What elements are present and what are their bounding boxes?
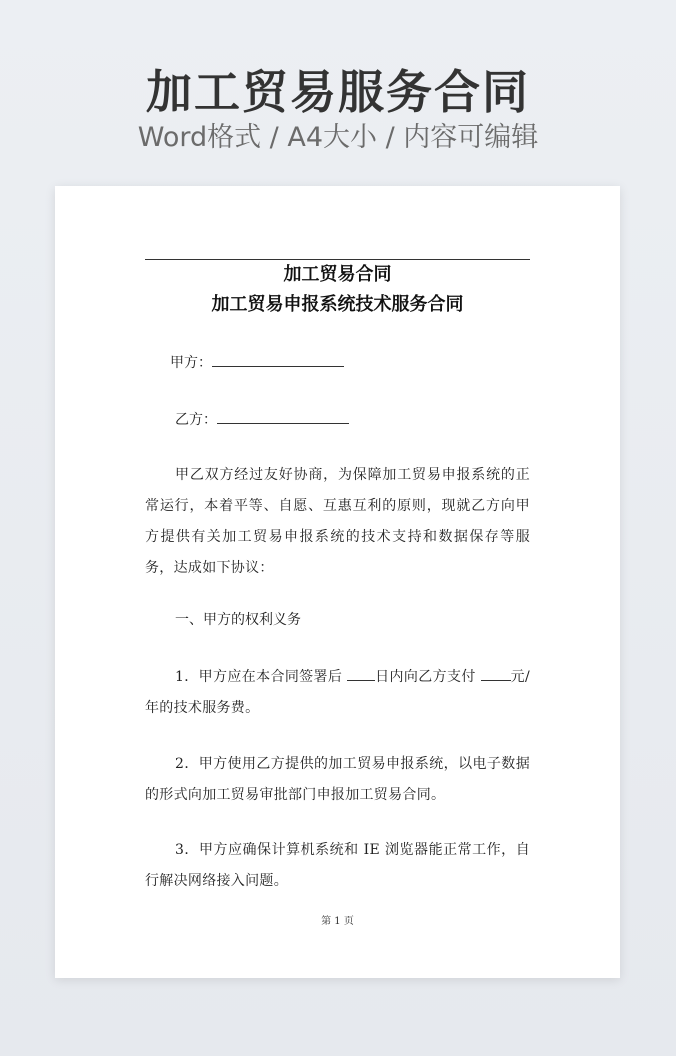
party-a-line: [170, 352, 344, 373]
party-b-blank[interactable]: [217, 409, 349, 424]
item1-days-blank[interactable]: [347, 666, 375, 681]
item3-paragraph: 3．甲方应确保计算机系统和 IE 浏览器能正常工作，自行解决网络接入问题。: [145, 842, 530, 889]
document-title: 加工贸易合同: [283, 264, 392, 285]
header-rule: [145, 259, 530, 260]
banner: [0, 0, 676, 180]
item1-mid: 日内向乙方支付: [375, 669, 481, 685]
item1-suffix: 元/年的技术服务费。: [145, 669, 530, 716]
item1-prefix: 1．甲方应在本合同签署后: [175, 669, 348, 685]
section1-heading: 一、甲方的权利义务: [175, 612, 301, 628]
item1-amount-blank[interactable]: [481, 666, 511, 681]
item2-paragraph: 2．甲方使用乙方提供的加工贸易申报系统，以电子数据的形式向加工贸易审批部门申报加工贸易合同。: [145, 756, 530, 803]
party-b-line: [175, 409, 349, 430]
document-page: [55, 186, 620, 978]
item1-paragraph: [145, 662, 530, 724]
intro-paragraph: 甲乙双方经过友好协商，为保障加工贸易申报系统的正常运行，本着平等、自愿、互惠互利的原则，现就乙方向甲方提供有关加工贸易申报系统的技术支持和数据保存等服务，达成如下协议：: [145, 467, 530, 576]
page-number: 第 1 页: [321, 916, 354, 927]
document-subtitle: 加工贸易申报系统技术服务合同: [211, 294, 464, 315]
banner-subtitle: Word格式 / A4大小 / 内容可编辑: [137, 122, 539, 153]
party-a-blank[interactable]: [212, 352, 344, 367]
party-b-label: 乙方：: [175, 412, 217, 428]
party-a-label: 甲方：: [170, 355, 212, 371]
banner-title: 加工贸易服务合同: [146, 65, 530, 119]
